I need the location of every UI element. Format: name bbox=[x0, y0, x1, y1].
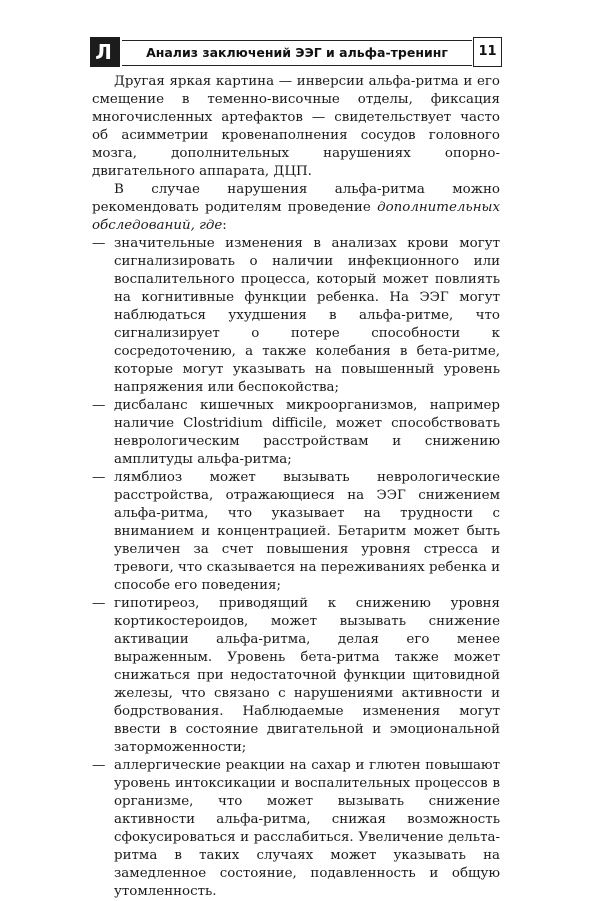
header-divider bbox=[117, 37, 120, 67]
list-dash: — bbox=[92, 596, 106, 611]
list-item bbox=[92, 397, 500, 469]
list-item bbox=[92, 469, 500, 595]
list-item-text: значительные изменения в анализах крови могут сигнализировать о наличии инфекционного или воспалительного процесса, который может повлиять на когнитивные функции ребенка. На ЭЭГ могут наблюдаться ухудшения в альфа-ритме, что сигнализирует о потере способности к сосредоточению, а также колебания в бета-ритме, которые могут указывать на повышенный уровень напряжения или беспокойства; bbox=[114, 236, 500, 395]
list-item-text: лямблиоз может вызывать неврологические расстройства, отражающиеся на ЭЭГ снижением альфа-ритма, что указывает на трудности с вниманием и концентрацией. Бетаритм может быть увеличен за счет повышения уровня стресса и тревоги, что сказывается на переживаниях ребенка и способе его поведения; bbox=[114, 470, 500, 593]
list-dash: — bbox=[92, 398, 106, 413]
list-item bbox=[92, 595, 500, 757]
page-body bbox=[92, 73, 500, 901]
paragraph: Другая яркая картина — инверсии альфа-ритма и его смещение в теменно-височные отделы, фиксация многочисленных артефактов — свидетельствует часто об асимметрии кровенаполнения сосудов головного мозга, дополнительных нарушениях опорно-двигательного аппарата, ДЦП. bbox=[92, 74, 500, 179]
list-item-text: гипотиреоз, приводящий к снижению уровня кортикостероидов, может вызывать снижение активации альфа-ритма, делая его менее выраженным. Уровень бета-ритма также может снижаться при недостаточной функции щитовидной железы, что связано с нарушениями активности и бодрствования. Наблюдаемые изменения могут ввести в состояние двигательной и эмоциональной заторможенности; bbox=[114, 596, 500, 755]
running-header bbox=[90, 37, 502, 67]
paragraph-lead: В случае нарушения альфа-ритма можно рекомендовать родителям проведение bbox=[92, 182, 500, 215]
list-item-text: дисбаланс кишечных микроорганизмов, например наличие Clostridium difficile, может способствовать неврологическим расстройствам и снижению амплитуды альфа-ритма; bbox=[114, 398, 500, 467]
paragraph bbox=[92, 181, 500, 235]
list-item-text: аллергические реакции на сахар и глютен повышают уровень интоксикации и воспалительных процессов в организме, что может вызывать снижение активности альфа-ритма, снижая возможность сфокусироваться и расслабиться. Увеличение дельта-ритма в таких случаях может указывать на замедленное состояние, подавленность и общую утомленность. bbox=[114, 758, 500, 899]
list-dash: — bbox=[92, 236, 106, 251]
list-item bbox=[92, 235, 500, 397]
page-number: 11 bbox=[473, 37, 502, 67]
list-dash: — bbox=[92, 470, 106, 485]
running-title: Анализ заключений ЭЭГ и альфа-тренинг bbox=[122, 40, 472, 66]
emphasis-text: дополнительных обследований, где bbox=[92, 200, 500, 233]
list-dash: — bbox=[92, 758, 106, 773]
list-item bbox=[92, 757, 500, 901]
chapter-badge: Л bbox=[90, 37, 117, 67]
dash-list bbox=[92, 235, 500, 901]
paragraph-tail: : bbox=[222, 218, 227, 233]
